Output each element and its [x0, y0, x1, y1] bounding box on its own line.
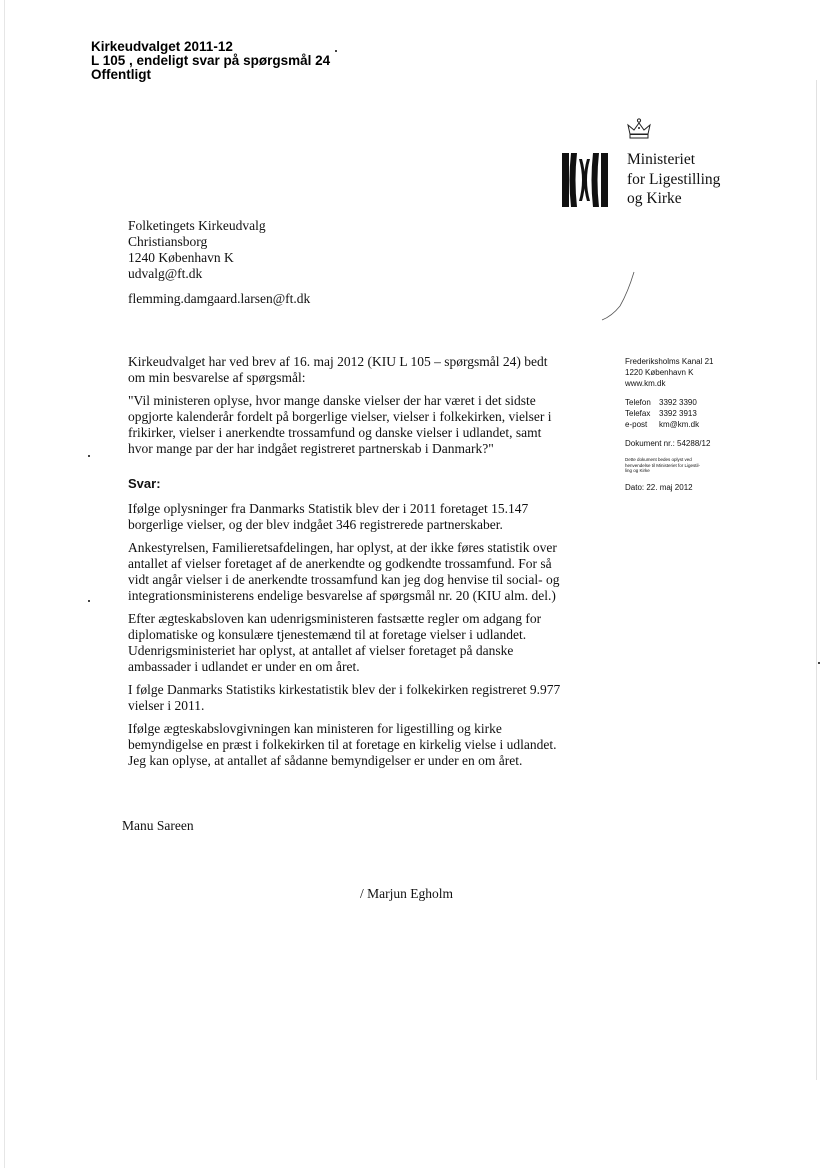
- scan-artifact-dot: [818, 662, 820, 664]
- intro-paragraph: Kirkeudvalget har ved brev af 16. maj 2012 (KIU L 105 – spørgsmål 24) bedt om min besvarelse af spørgsmål:: [128, 354, 548, 385]
- header-committee: Kirkeudvalget 2011-12: [91, 39, 233, 54]
- answer-paragraph: Efter ægteskabsloven kan udenrigsministeren fastsætte regler om adgang for diplomatiske og konsulære tjenestemænd til at foretage vielser i udlandet. Udenrigsministeriet har oplyst, at antallet af vielser foretaget på danske ambassader i udlandet er under en om året.: [128, 611, 542, 674]
- answer-paragraph: Ifølge oplysninger fra Danmarks Statistik blev der i 2011 foretaget 15.147 borgerlige vielser, og der blev indgået 346 registrerede partnerskaber.: [128, 501, 529, 532]
- signature-secondary: / Marjun Egholm: [360, 886, 453, 901]
- header-case: L 105 , endeligt svar på spørgsmål 24: [91, 53, 331, 68]
- sender-address-line: Frederiksholms Kanal 21: [625, 357, 714, 366]
- answer-paragraph: I følge Danmarks Statistiks kirkestatistik blev der i folkekirken registreret 9.977 vielser i 2011.: [128, 682, 561, 713]
- document-header: [91, 40, 330, 82]
- pen-stroke-mark: [598, 270, 640, 322]
- sender-fax: [625, 408, 745, 419]
- sender-phone: [625, 397, 745, 408]
- reference-note-line: Dette dokument bedes oplyst ved: [625, 457, 692, 462]
- reference-note-line: henvendelse til Ministeriet for Ligestil-: [625, 462, 701, 468]
- scan-artifact-dot: [335, 50, 337, 52]
- reference-note: [625, 457, 745, 474]
- header-status: Offentligt: [91, 67, 151, 82]
- reference-note-line: ling og Kirke: [625, 468, 650, 473]
- letter-date: Dato: 22. maj 2012: [625, 482, 693, 492]
- crown-icon: [626, 118, 652, 142]
- letter-body: [128, 354, 568, 776]
- scan-artifact-line: [816, 80, 817, 1080]
- answer-paragraph: Ifølge ægteskabslovgivningen kan ministeren for ligestilling og kirke bemyndigelse en præst i folkekirken til at foretage en kirkelig vielse i udlandet. Jeg kan oplyse, at antallet af sådanne bemyndigelser er under en om året.: [128, 721, 557, 768]
- document-number: Dokument nr.: 54288/12: [625, 439, 711, 448]
- email-label: e-post: [625, 420, 648, 429]
- sender-sidebar: [625, 356, 745, 493]
- ministry-logo: [560, 118, 760, 218]
- ministry-name-line: Ministeriet: [627, 151, 696, 168]
- ministry-name-line: og Kirke: [627, 190, 682, 207]
- ministry-mark-icon: [560, 151, 610, 209]
- sender-website: www.km.dk: [625, 379, 666, 388]
- scan-artifact-dot: [88, 455, 90, 457]
- recipient-email: udvalg@ft.dk: [128, 266, 203, 281]
- recipient-line: Folketingets Kirkeudvalg: [128, 218, 266, 233]
- signature-name: Manu Sareen: [122, 818, 194, 833]
- recipient-email-secondary: flemming.damgaard.larsen@ft.dk: [128, 291, 311, 306]
- recipient-address: [128, 218, 310, 307]
- sender-address-line: 1220 København K: [625, 368, 694, 377]
- ministry-name: [627, 150, 720, 209]
- answer-paragraph: Ankestyrelsen, Familieretsafdelingen, har oplyst, at der ikke føres statistik over antallet af vielser foretaget af de anerkendte og godkendte trossamfund. For så vidt angår vielser i de anerkendte trossamfund kan jeg dog henvise til social- og integrationsministerens endelige besvarelse af spørgsmål nr. 20 (KIU alm. del.): [128, 540, 560, 603]
- scan-artifact-line: [4, 0, 5, 1168]
- fax-label: Telefax: [625, 409, 651, 418]
- recipient-line: Christiansborg: [128, 234, 208, 249]
- fax-value: 3392 3913: [659, 409, 697, 418]
- recipient-line: 1240 København K: [128, 250, 234, 265]
- email-value: km@km.dk: [659, 420, 700, 429]
- answer-heading: Svar:: [128, 476, 161, 491]
- ministry-name-line: for Ligestilling: [627, 170, 721, 188]
- sender-email: [625, 419, 745, 430]
- phone-value: 3392 3390: [659, 398, 697, 407]
- phone-label: Telefon: [625, 398, 651, 407]
- question-quote: "Vil ministeren oplyse, hvor mange danske vielser der har været i det sidste opgjorte kalenderår fordelt på borgerlige vielser, vielser i folkekirken, vielser i frikirker, vielser i anerkendte trossamfund og danske vielser i udlandet, samt hvor mange par der har indgået registreret partnerskab i Danmark?": [128, 393, 552, 456]
- scan-artifact-dot: [88, 600, 90, 602]
